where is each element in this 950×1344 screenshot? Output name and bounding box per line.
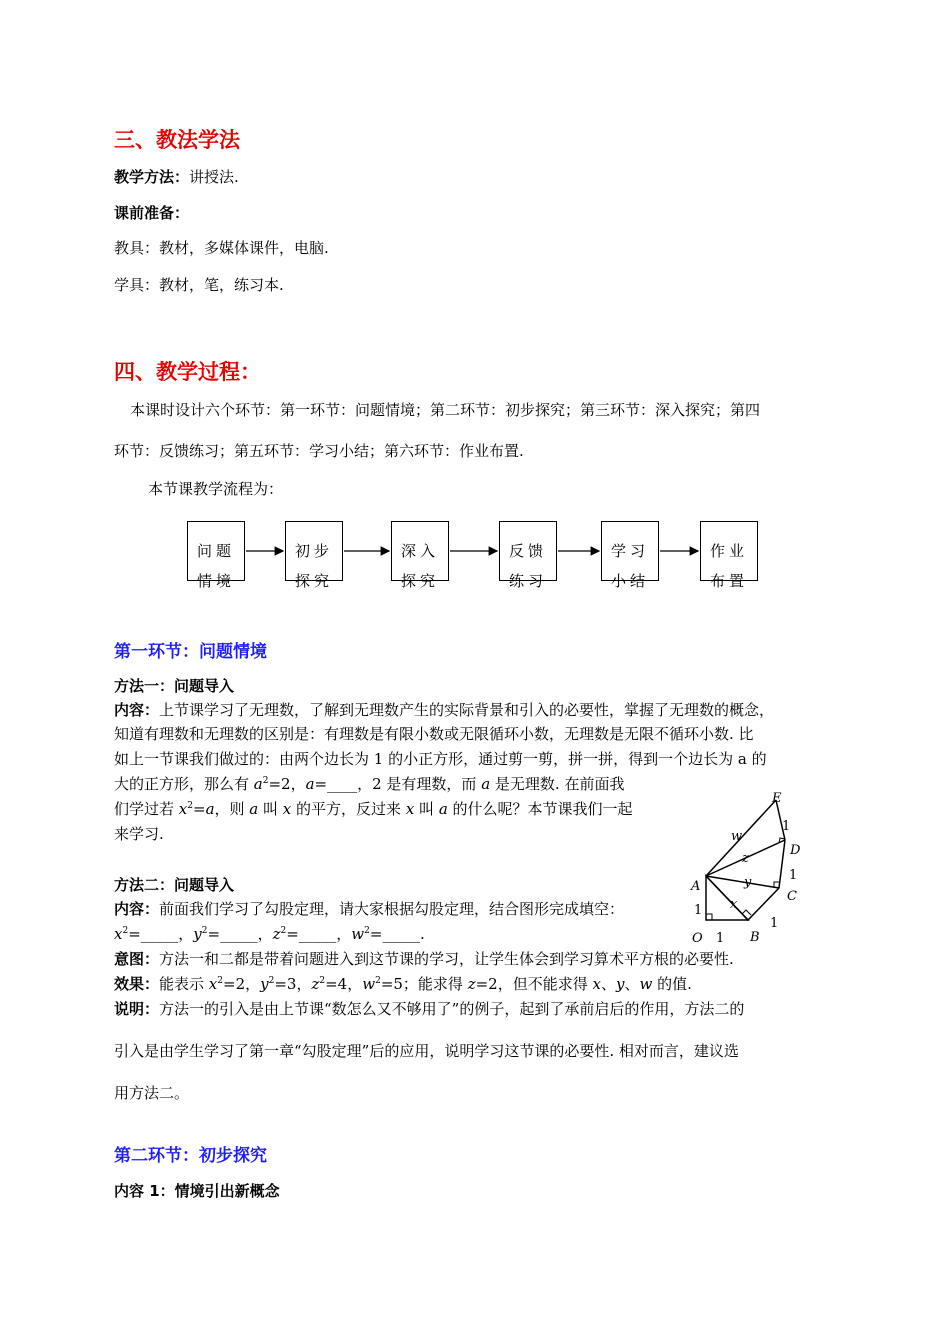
svg-text:B: B bbox=[750, 930, 760, 945]
pythagorean-spiral-figure bbox=[686, 788, 816, 948]
svg-text:E: E bbox=[772, 791, 782, 806]
svg-text:1: 1 bbox=[716, 931, 725, 946]
flow-box-2-top: 初步 bbox=[294, 542, 333, 560]
intent-line: 意图：方法一和二都是带着问题进入到这节课的学习，让学生体会到学习算术平方根的必要性. bbox=[114, 950, 734, 968]
method-value: 讲授法. bbox=[189, 168, 239, 186]
svg-text:O: O bbox=[692, 931, 703, 946]
m2-blanks: $x^2=\_\_\_\_\_$，$y^2=\_\_\_\_\_$，$z^2=\_\_\_\_\_$，$w^2=\_\_\_\_\_$. bbox=[114, 925, 425, 943]
flow-box-4-top: 反馈 bbox=[508, 542, 547, 560]
svg-text:D: D bbox=[790, 843, 801, 858]
svg-text:w: w bbox=[731, 829, 743, 844]
flow-box-6-bottom: 布置 bbox=[709, 572, 748, 590]
svg-text:1: 1 bbox=[770, 916, 779, 931]
m1-line6: 来学习. bbox=[114, 825, 164, 843]
svg-text:x: x bbox=[730, 897, 738, 912]
m1-line5: 们学过若 $x^2=a$，则 a 叫 x 的平方，反过来 x 叫 a 的什么呢？本节课我们一起 bbox=[114, 800, 633, 818]
section3-title: 三、教法学法 bbox=[114, 128, 240, 152]
flow-box-2-bottom: 探究 bbox=[294, 572, 333, 590]
flow-box-5-top: 学习 bbox=[610, 542, 649, 560]
svg-text:y: y bbox=[744, 875, 752, 890]
method1-title: 方法一：问题导入 bbox=[114, 677, 235, 695]
section4-title: 四、教学过程： bbox=[114, 360, 261, 384]
note-line3: 用方法二。 bbox=[114, 1084, 190, 1102]
prep-label: 课前准备： bbox=[114, 204, 190, 222]
svg-text:A: A bbox=[691, 879, 701, 894]
stage2-title: 第二环节：初步探究 bbox=[114, 1146, 267, 1166]
content-label: 内容： bbox=[114, 701, 160, 719]
method2-title: 方法二：问题导入 bbox=[114, 876, 235, 894]
flow-box-3-bottom: 探究 bbox=[400, 572, 439, 590]
intro-line2: 环节：反馈练习；第五环节：学习小结；第六环节：作业布置. bbox=[114, 442, 524, 460]
svg-text:z: z bbox=[742, 851, 749, 866]
note-line1: 说明：方法一的引入是由上节课“数怎么又不够用了”的例子，起到了承前启后的作用，方法二的 bbox=[114, 1000, 745, 1018]
svg-text:1: 1 bbox=[789, 868, 798, 883]
svg-text:1: 1 bbox=[694, 903, 703, 918]
m1-line1-text: 上节课学习了无理数，了解到无理数产生的实际背景和引入的必要性，掌握了无理数的概念， bbox=[159, 701, 775, 719]
intro-line1: 本课时设计六个环节：第一环节：问题情境；第二环节：初步探究；第三环节：深入探究；第四 bbox=[130, 401, 761, 419]
method-label: 教学方法： bbox=[114, 168, 190, 186]
flow-box-1-bottom: 情境 bbox=[196, 572, 235, 590]
student-tools: 学具：教材，笔，练习本. bbox=[114, 276, 284, 294]
note-line2: 引入是由学生学习了第一章“勾股定理”后的应用，说明学习这节课的必要性. 相对而言，建议选 bbox=[114, 1042, 739, 1060]
stage2-content1: 内容 1：情境引出新概念 bbox=[114, 1182, 280, 1200]
m2-line1: 内容：前面我们学习了勾股定理，请大家根据勾股定理，结合图形完成填空： bbox=[114, 900, 625, 918]
svg-text:C: C bbox=[787, 889, 797, 904]
m1-line3: 如上一节课我们做过的：由两个边长为 1 的小正方形，通过剪一剪，拼一拼，得到一个边长为 a 的 bbox=[114, 750, 767, 768]
stage1-title: 第一环节：问题情境 bbox=[114, 642, 267, 662]
segment-ac bbox=[706, 876, 779, 888]
m1-line1 bbox=[114, 700, 774, 720]
figure-labels bbox=[690, 791, 801, 946]
effect-line: 效果：能表示 $x^2=2$，$y^2=3$，$z^2=4$，$w^2=5$；能求得 z=2，但不能求得 x、y、w 的值. bbox=[114, 975, 692, 993]
flow-box-1-top: 问题 bbox=[196, 542, 235, 560]
flow-box-6-top: 作业 bbox=[709, 542, 748, 560]
flow-box-3-top: 深入 bbox=[400, 542, 439, 560]
flow-box-4-bottom: 练习 bbox=[508, 572, 547, 590]
flow-arrows bbox=[0, 0, 950, 620]
m1-line2: 知道有理数和无理数的区别是：有理数是有限小数或无限循环小数，无理数是无限不循环小数. 比 bbox=[114, 725, 754, 743]
m1-line4: 大的正方形，那么有 $a^2=2$，a=____，2 是有理数，而 a 是无理数. 在前面我 bbox=[114, 775, 625, 793]
flow-label: 本节课教学流程为： bbox=[148, 480, 284, 498]
teacher-tools: 教具：教材，多媒体课件，电脑. bbox=[114, 239, 329, 257]
svg-text:1: 1 bbox=[782, 819, 791, 834]
flow-box-5-bottom: 小结 bbox=[610, 572, 649, 590]
